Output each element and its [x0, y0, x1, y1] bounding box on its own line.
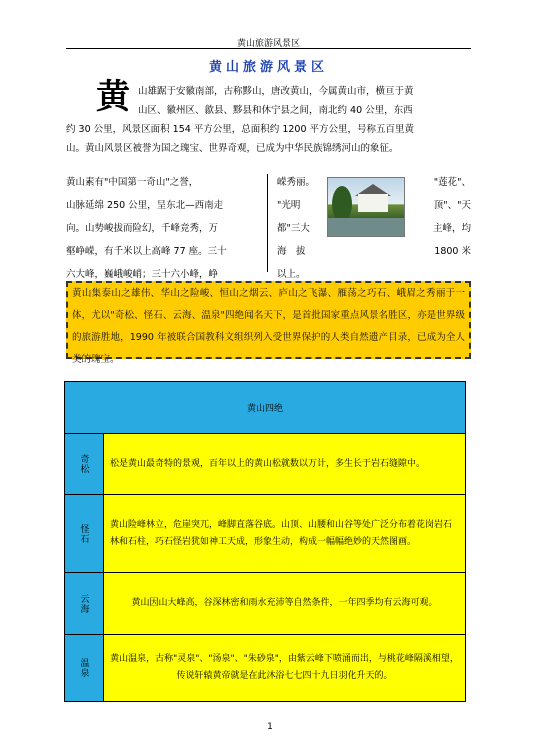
left-line: 壑峥嵘，有千米以上高峰 77 座。三十 — [66, 246, 227, 257]
right-line: 以上。 — [277, 269, 306, 280]
page-number: 1 — [267, 722, 273, 732]
drop-cap: 黄 — [96, 77, 130, 117]
right-text: 海 拔 — [277, 246, 306, 257]
row-label: 怪石 — [65, 495, 104, 573]
photo-house — [358, 194, 388, 212]
page-header: 黄山旅游风景区 — [236, 39, 300, 49]
four-wonders-table — [64, 381, 466, 702]
document-title: 黄山旅游风景区 — [208, 60, 328, 75]
right-line — [277, 240, 471, 263]
row-label: 云海 — [65, 573, 104, 635]
right-text: 顶"、"天 — [433, 200, 471, 211]
intro-line-2: 山区、徽州区、歙县、黟县和休宁县之间，南北约 40 公里，东西 — [138, 105, 413, 116]
right-text: 1800 米 — [434, 246, 471, 257]
intro-line-1: 山雄踞于安徽南部，古称黟山，唐改黄山，今属黄山市，横亘于黄 — [138, 86, 414, 97]
intro-line-4: 山。黄山风景区被誉为国之瑰宝、世界奇观，已成为中华民族锦绣河山的象征。 — [66, 143, 399, 154]
right-text: 都"三大 — [277, 223, 310, 234]
right-text: 嵘秀丽。 — [277, 177, 316, 188]
left-line: 六大峰，巍峨峻峭；三十六小峰，峥 — [66, 269, 219, 280]
landscape-photo — [327, 177, 405, 237]
row-text: 黄山因山大峰高，谷深林密和雨水充沛等自然条件，一年四季均有云海可观。 — [104, 573, 466, 635]
left-line: 山脉延绵 250 公里，呈东北—西南走 — [66, 200, 224, 211]
left-line: 向。山势峻拔而险幻，千峰竞秀，万 — [66, 223, 219, 234]
intro-line-3: 约 30 公里，风景区面积 154 平方公里，总面积约 1200 平方公里，号称五百里黄 — [66, 124, 415, 135]
row-label: 温泉 — [65, 635, 104, 702]
left-line: 黄山素有"中国第一奇山"之誉， — [66, 177, 199, 188]
table-row — [65, 573, 466, 635]
photo-water — [328, 218, 404, 236]
row-label: 奇松 — [65, 434, 104, 495]
right-text: "光明 — [277, 200, 301, 211]
right-text: 主峰，均 — [432, 223, 471, 234]
photo-tree — [332, 186, 352, 222]
row-text: 黄山险峰林立，危崖突兀，峰脚直落谷底。山顶、山腰和山谷等处广泛分布着花岗岩石林和石柱，巧石怪岩犹如神工天成，形象生动，构成一幅幅绝妙的天然图画。 — [104, 495, 466, 573]
highlight-callout: 黄山集泰山之雄伟、华山之险峻、恒山之烟云、庐山之飞瀑、雁荡之巧石、峨眉之秀丽于一体，尤以"奇松、怪石、云海、温泉"四绝闻名天下，是首批国家重点风景名胜区，亦是世界级的旅游胜地，1990 年被联合国教科文组织列入受世界保护的人类自然遗产目录，已成为全人类的瑰宝。 — [66, 281, 471, 359]
intro-paragraph — [66, 77, 471, 158]
header-rule — [66, 48, 471, 49]
table-row — [65, 635, 466, 702]
left-column-text — [66, 171, 261, 286]
table-row — [65, 434, 466, 495]
table-heading: 黄山四绝 — [65, 382, 466, 434]
row-text: 松是黄山最奇特的景观，百年以上的黄山松就数以万计，多生长于岩石缝隙中。 — [104, 434, 466, 495]
row-text: 黄山温泉，古称"灵泉"、"汤泉"、"朱砂泉"，由紫云峰下喷涌而出，与桃花峰隔溪相望，传说轩辕黄帝就是在此沐浴七七四十九日羽化升天的。 — [104, 635, 466, 702]
column-divider — [267, 174, 268, 272]
right-text: "莲花"、 — [433, 177, 471, 188]
table-row — [65, 495, 466, 573]
